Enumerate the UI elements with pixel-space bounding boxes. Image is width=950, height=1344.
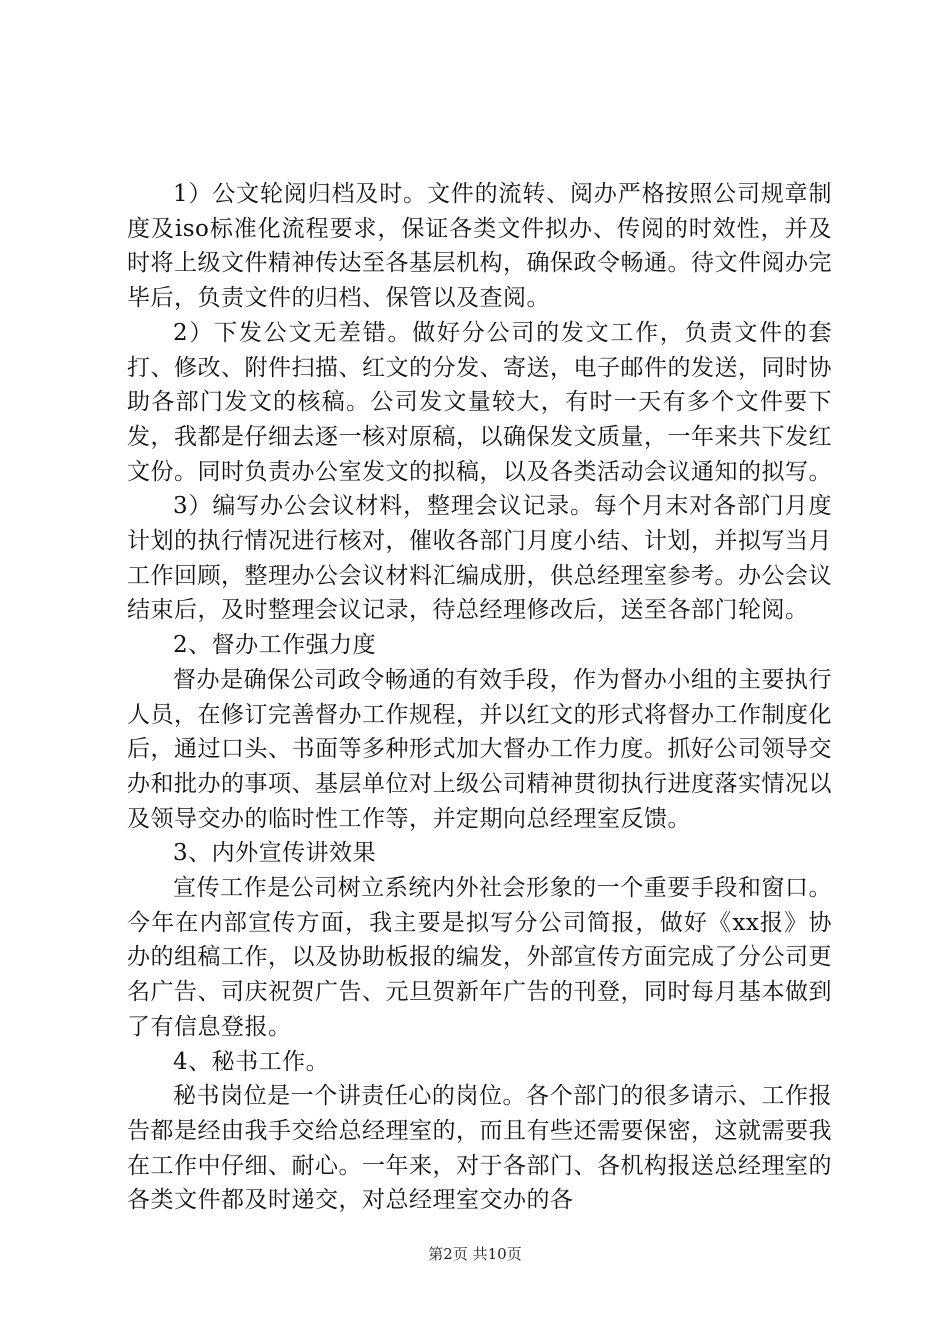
- section-heading-secretary: 4、秘书工作。: [173, 1048, 330, 1075]
- document-body: [127, 177, 832, 1218]
- paragraph-meeting-materials: 3）编写办公会议材料，整理会议记录。每个月末对各部门月度计划的执行情况进行核对，催收各部门月度小结、计划，并拟写当月工作回顾，整理办公会议材料汇编成册，供总经理室参考。办公会议结束后，及时整理会议记录，待总经理修改后，送至各部门轮阅。: [127, 493, 832, 624]
- paragraph-document-issuance: 2）下发公文无差错。做好分公司的发文工作，负责文件的套打、修改、附件扫描、红文的分发、寄送，电子邮件的发送，同时协助各部门发文的核稿。公司发文量较大，有时一天有多个文件要下发，我都是仔细去逐一核对原稿，以确保发文质量，一年来共下发红文份。同时负责办公室发文的拟稿，以及各类活动会议通知的拟写。: [127, 319, 832, 485]
- paragraph-secretary: 秘书岗位是一个讲责任心的岗位。各个部门的很多请示、工作报告都是经由我手交给总经理室的，而且有些还需要保密，这就需要我在工作中仔细、耐心。一年来，对于各部门、各机构报送总经理室的各类文件都及时递交，对总经理室交办的各: [127, 1083, 832, 1214]
- section-heading-supervision: 2、督办工作强力度: [173, 632, 377, 659]
- paragraph-supervision: 督办是确保公司政令畅通的有效手段，作为督办小组的主要执行人员，在修订完善督办工作规程，并以红文的形式将督办工作制度化后，通过口头、书面等多种形式加大督办工作力度。抓好公司领导交办和批办的事项、基层单位对上级公司精神贯彻执行进度落实情况以及领导交办的临时性工作等，并定期向总经理室反馈。: [127, 666, 832, 832]
- section-heading-publicity: 3、内外宣传讲效果: [173, 840, 377, 867]
- paragraph-document-circulation: 1）公文轮阅归档及时。文件的流转、阅办严格按照公司规章制度及iso标准化流程要求，保证各类文件拟办、传阅的时效性，并及时将上级文件精神传达至各基层机构，确保政令畅通。待文件阅办完毕后，负责文件的归档、保管以及查阅。: [127, 181, 832, 312]
- paragraph-publicity: 宣传工作是公司树立系统内外社会形象的一个重要手段和窗口。今年在内部宣传方面，我主要是拟写分公司简报，做好《xx报》协办的组稿工作，以及协助板报的编发，外部宣传方面完成了分公司更名广告、司庆祝贺广告、元旦贺新年广告的刊登，同时每月基本做到了有信息登报。: [127, 875, 832, 1040]
- page-footer: 第2页 共10页: [428, 1245, 522, 1263]
